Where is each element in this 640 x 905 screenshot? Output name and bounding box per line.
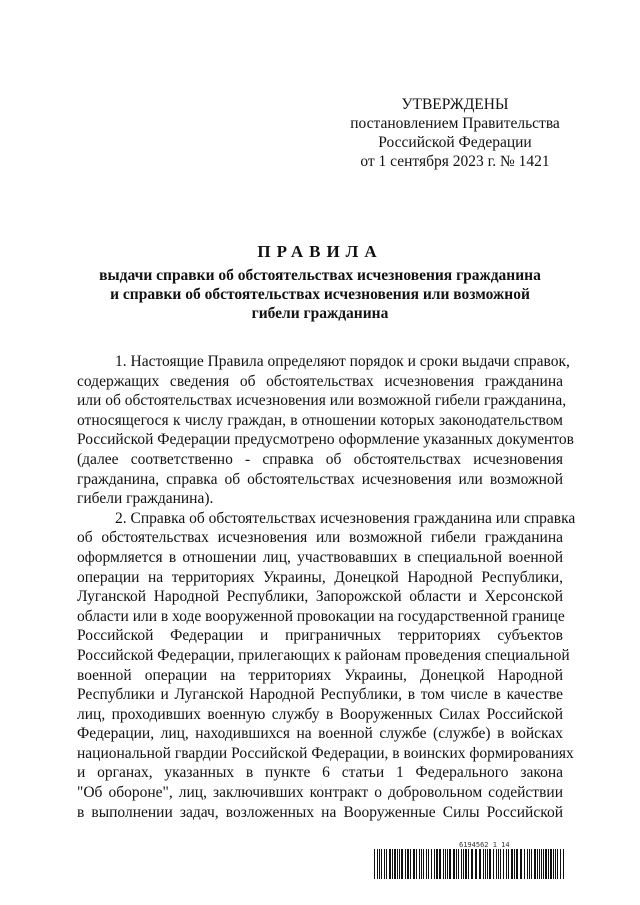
- paragraph-1: [77, 352, 574, 509]
- approval-government: Российской Федерации: [378, 134, 532, 151]
- text-line: гражданина, справка об обстоятельствах исчезновения или возможной: [77, 470, 563, 488]
- text-line: относящегося к числу граждан, в отношении которых законодательством: [77, 411, 563, 429]
- text-line: Российской Федерации предусмотрено оформление указанных документов: [77, 431, 574, 449]
- document-body: [77, 352, 576, 822]
- text-line: 2. Справка об обстоятельствах исчезновения гражданина или справка: [115, 509, 576, 527]
- text-line: лиц, проходивших военную службу в Вооруженных Силах Российской: [77, 705, 563, 723]
- text-line: оформляется в отношении лиц, участвовавших в специальной военной: [77, 548, 563, 566]
- approval-date-number: от 1 сентября 2023 г. № 1421: [360, 153, 550, 170]
- barcode-number: 6194562 1 14: [459, 841, 510, 849]
- text-line: или об обстоятельствах исчезновения или возможной гибели гражданина,: [77, 392, 567, 410]
- text-line: об обстоятельствах исчезновения или возможной гибели гражданина: [77, 529, 563, 547]
- text-line: Федерации, лиц, находившихся на военной службе (службе) в войсках: [77, 725, 563, 743]
- document-subtitle: [80, 266, 560, 323]
- text-line: Луганской Народной Республики, Запорожской области и Херсонской: [77, 588, 563, 606]
- text-line: области или в ходе вооруженной провокации на государственной границе: [77, 607, 565, 625]
- text-line: в выполнении задач, возложенных на Вооруженные Силы Российской: [77, 803, 563, 821]
- text-line: национальной гвардии Российской Федерации, в воинских формированиях: [77, 744, 574, 762]
- text-line: и органах, указанных в пункте 6 статьи 1 Федерального закона: [77, 764, 563, 782]
- text-line: Российской Федерации и приграничных территориях субъектов: [77, 627, 563, 645]
- approval-decree: постановлением Правительства: [350, 115, 560, 132]
- text-line: Республики и Луганской Народной Республики, в том числе в качестве: [77, 686, 563, 704]
- subtitle-line: гибели гражданина: [251, 305, 389, 322]
- text-line: военной операции на территориях Украины, Донецкой Народной: [77, 666, 563, 684]
- text-line: гибели гражданина).: [77, 490, 214, 508]
- text-line: содержащих сведения об обстоятельствах исчезновения гражданина: [77, 372, 563, 390]
- text-line: (далее соответственно - справка об обстоятельствах исчезновения: [77, 450, 563, 468]
- text-line: 1. Настоящие Правила определяют порядок и сроки выдачи справок,: [115, 353, 570, 370]
- barcode-icon: [374, 849, 564, 879]
- approval-heading: УТВЕРЖДЕНЫ: [401, 96, 509, 113]
- document-title: ПРАВИЛА: [257, 242, 383, 261]
- paragraph-2: [77, 509, 576, 823]
- approval-stamp: [340, 95, 570, 171]
- subtitle-line: выдачи справки об обстоятельствах исчезновения гражданина: [99, 267, 541, 284]
- text-line: Российской Федерации, прилегающих к районам проведения специальной: [77, 646, 570, 664]
- text-line: операции на территориях Украины, Донецкой Народной Республики,: [77, 568, 563, 586]
- subtitle-line: и справки об обстоятельствах исчезновения или возможной: [110, 286, 530, 303]
- text-line: "Об обороне", лиц, заключивших контракт о добровольном содействии: [77, 784, 563, 802]
